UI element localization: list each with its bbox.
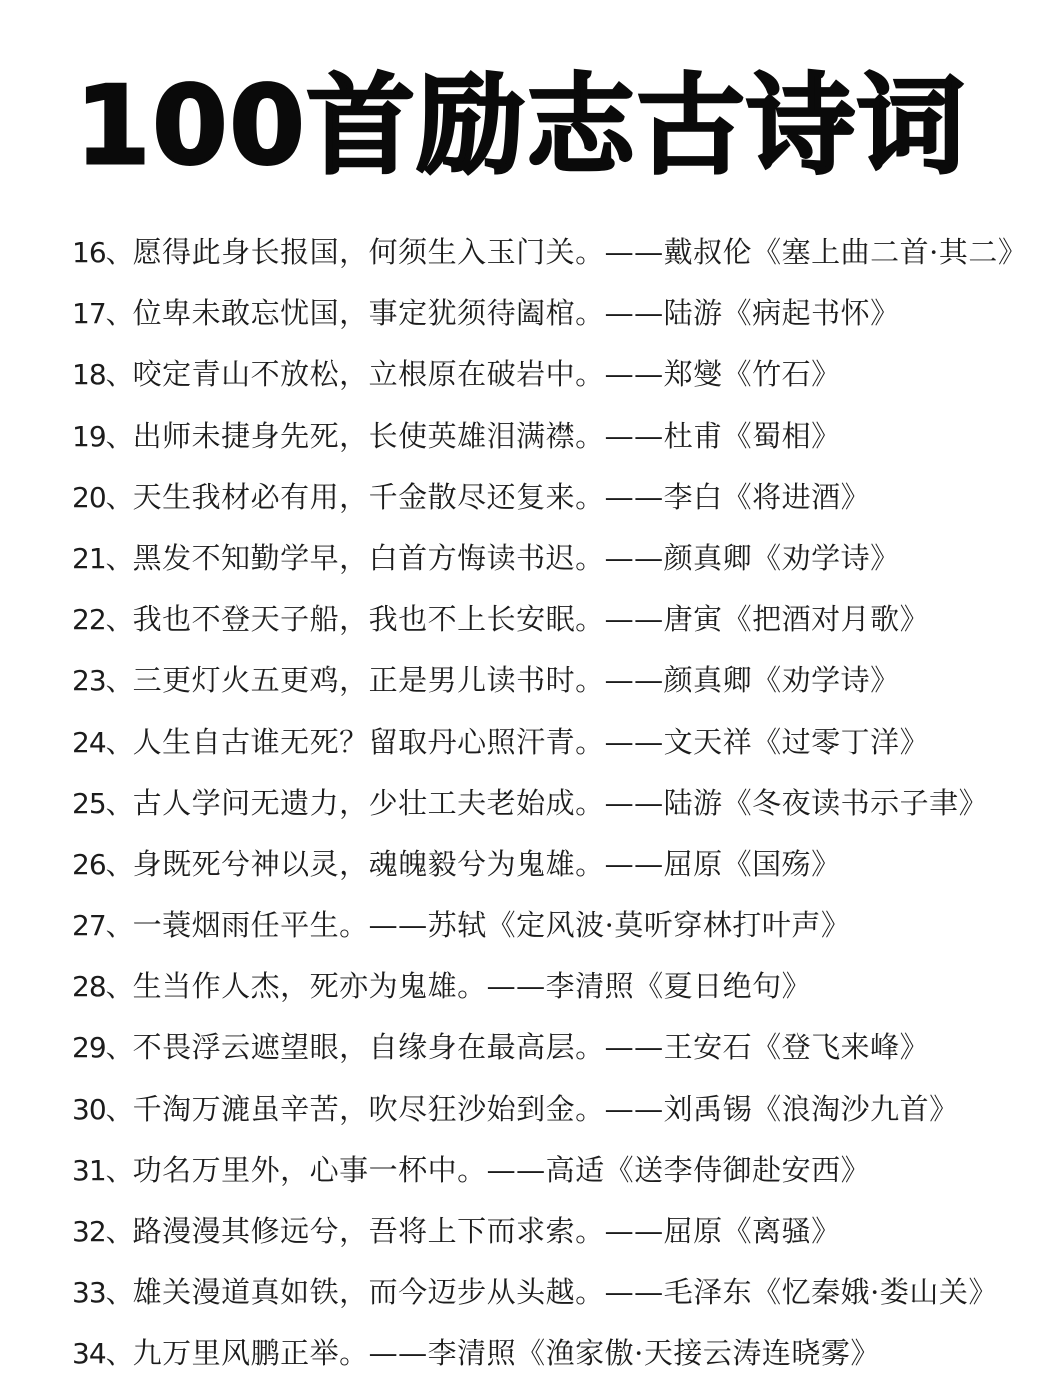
list-item: [72, 222, 1042, 283]
item-text: 咬定青山不放松，立根原在破岩中。——郑燮《竹石》: [132, 357, 841, 392]
item-text: 愿得此身长报国，何须生入玉门关。——戴叔伦《塞上曲二首·其二》: [132, 235, 1028, 269]
item-text: 天生我材必有用，千金散尽还复来。——李白《将进酒》: [132, 479, 871, 514]
item-number: 16、: [72, 236, 133, 269]
item-text: 一蓑烟雨任平生。——苏轼《定风波·莫听穿林打叶声》: [132, 908, 851, 943]
item-number: 19、: [72, 419, 133, 453]
list-item: [72, 528, 1042, 589]
item-number: 24、: [72, 725, 133, 759]
item-number: 25、: [72, 786, 133, 820]
item-number: 30、: [72, 1092, 133, 1126]
list-item: [72, 1079, 1042, 1140]
list-item: [72, 895, 1042, 956]
item-text: 不畏浮云遮望眼，自缘身在最高层。——王安石《登飞来峰》: [132, 1030, 930, 1065]
page-title: 100首励志古诗词: [75, 64, 967, 189]
list-item: [72, 834, 1042, 895]
list-item: [72, 712, 1042, 773]
item-number: 17、: [72, 297, 133, 331]
item-text: 身既死兮神以灵，魂魄毅兮为鬼雄。——屈原《国殇》: [132, 846, 841, 881]
list-item: [72, 406, 1042, 467]
list-item: [72, 773, 1042, 834]
item-number: 23、: [72, 664, 133, 698]
item-number: 20、: [72, 480, 133, 514]
list-item: [72, 1017, 1042, 1078]
item-text: 九万里风鹏正举。——李清照《渔家傲·天接云涛连晓雾》: [132, 1336, 880, 1371]
item-number: 27、: [72, 909, 133, 943]
list-item: [72, 589, 1042, 650]
list-item: [72, 650, 1042, 711]
item-text: 雄关漫道真如铁，而今迈步从头越。——毛泽东《忆秦娥·娄山关》: [132, 1275, 998, 1310]
item-text: 生当作人杰，死亦为鬼雄。——李清照《夏日绝句》: [132, 969, 812, 1004]
poem-list: [72, 222, 1042, 1375]
item-text: 出师未捷身先死，长使英雄泪满襟。——杜甫《蜀相》: [132, 418, 841, 453]
item-number: 26、: [72, 847, 133, 881]
item-number: 34、: [72, 1337, 133, 1371]
item-text: 位卑未敢忘忧国，事定犹须待阖棺。——陆游《病起书怀》: [132, 296, 900, 331]
item-number: 33、: [72, 1276, 133, 1310]
list-item: [72, 344, 1042, 405]
item-number: 29、: [72, 1031, 133, 1065]
item-number: 32、: [72, 1215, 133, 1248]
item-text: 我也不登天子船，我也不上长安眠。——唐寅《把酒对月歌》: [132, 602, 930, 637]
item-number: 22、: [72, 603, 133, 637]
item-number: 21、: [72, 541, 133, 575]
list-item: [72, 467, 1042, 528]
item-text: 古人学问无遗力，少壮工夫老始成。——陆游《冬夜读书示子聿》: [132, 785, 989, 820]
list-item: [72, 1323, 1042, 1375]
item-text: 人生自古谁无死？留取丹心照汗青。——文天祥《过零丁洋》: [132, 724, 930, 759]
item-text: 三更灯火五更鸡，正是男儿读书时。——颜真卿《劝学诗》: [132, 663, 900, 698]
list-item: [72, 283, 1042, 344]
list-item: [72, 1140, 1042, 1201]
item-number: 18、: [72, 358, 133, 392]
item-number: 31、: [72, 1153, 133, 1187]
item-text: 功名万里外，心事一杯中。——高适《送李侍御赴安西》: [132, 1152, 871, 1187]
list-item: [72, 1262, 1042, 1323]
item-text: 黑发不知勤学早，白首方悔读书迟。——颜真卿《劝学诗》: [132, 540, 900, 575]
item-number: 28、: [72, 970, 133, 1004]
item-text: 千淘万漉虽辛苦，吹尽狂沙始到金。——刘禹锡《浪淘沙九首》: [132, 1091, 959, 1126]
list-item: [72, 956, 1042, 1017]
list-item: [72, 1201, 1042, 1262]
item-text: 路漫漫其修远兮，吾将上下而求索。——屈原《离骚》: [132, 1214, 841, 1248]
